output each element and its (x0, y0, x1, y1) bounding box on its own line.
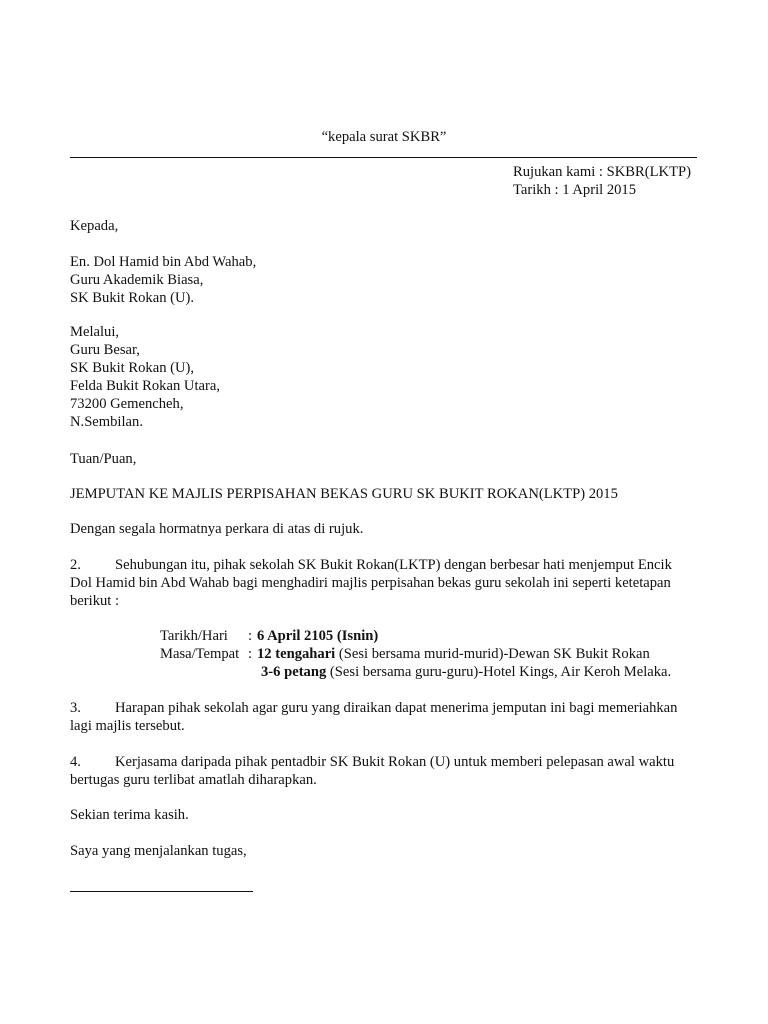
greeting: Tuan/Puan, (70, 451, 137, 467)
paragraph-4-line-1 (70, 753, 674, 771)
letterhead-divider (70, 157, 697, 158)
paragraph-3-line-1 (70, 699, 677, 717)
detail-time-rest: (Sesi bersama murid-murid)-Dewan SK Bukit Rokan (335, 646, 650, 662)
paragraph-number: 3. (70, 700, 81, 716)
paragraph-number: 2. (70, 557, 81, 573)
paragraph-4-line-2: bertugas guru terlibat amatlah diharapkan. (70, 772, 317, 788)
paragraph-3-line-2: lagi majlis tersebut. (70, 718, 185, 734)
letter-date: Tarikh : 1 April 2015 (513, 182, 637, 198)
paragraph-2-line-2: Dol Hamid bin Abd Wahab bagi menghadiri majlis perpisahan bekas guru sekolah ini seperti ketetapan (70, 575, 671, 591)
reference-number: Rujukan kami : SKBR(LKTP) (513, 164, 691, 180)
via-line: N.Sembilan. (70, 414, 143, 430)
recipient-line: Guru Akademik Biasa, (70, 272, 204, 288)
recipient-line: SK Bukit Rokan (U). (70, 290, 195, 306)
via-line: 73200 Gemencheh, (70, 396, 184, 412)
closing: Sekian terima kasih. (70, 807, 189, 823)
opening-paragraph: Dengan segala hormatnya perkara di atas di rujuk. (70, 521, 364, 537)
signature-line (70, 891, 253, 892)
detail-value: 6 April 2105 (Isnin) (257, 628, 379, 644)
detail-label: Tarikh/Hari (160, 628, 228, 644)
salutation-to: Kepada, (70, 218, 119, 234)
subject-line: JEMPUTAN KE MAJLIS PERPISAHAN BEKAS GURU SK BUKIT ROKAN(LKTP) 2015 (70, 486, 618, 502)
recipient-line: En. Dol Hamid bin Abd Wahab, (70, 254, 257, 270)
detail-time-rest: (Sesi bersama guru-guru)-Hotel Kings, Air Keroh Melaka. (326, 664, 672, 680)
via-address (70, 323, 220, 431)
detail-row-time-2 (0, 663, 768, 681)
detail-row-date (0, 627, 768, 645)
detail-label: Masa/Tempat (160, 646, 240, 662)
detail-row-time-1 (0, 645, 768, 663)
detail-colon: : (248, 628, 253, 644)
via-line: SK Bukit Rokan (U), (70, 360, 195, 376)
paragraph-number: 4. (70, 754, 81, 770)
via-line: Guru Besar, (70, 342, 140, 358)
paragraph-text: Harapan pihak sekolah agar guru yang diraikan dapat menerima jemputan ini bagi memeriahkan (115, 700, 678, 716)
via-line: Melalui, (70, 324, 120, 340)
paragraph-2-line-1 (70, 556, 672, 574)
detail-time-bold: 12 tengahari (257, 646, 336, 662)
via-line: Felda Bukit Rokan Utara, (70, 378, 220, 394)
detail-time-bold: 3-6 petang (261, 664, 327, 680)
signoff: Saya yang menjalankan tugas, (70, 843, 247, 859)
letterhead: “kepala surat SKBR” (321, 129, 447, 145)
recipient-address (70, 253, 256, 307)
paragraph-2-line-3: berikut : (70, 593, 120, 609)
detail-colon: : (248, 646, 253, 662)
paragraph-text: Kerjasama daripada pihak pentadbir SK Bukit Rokan (U) untuk memberi pelepasan awal waktu (115, 754, 675, 770)
paragraph-text: Sehubungan itu, pihak sekolah SK Bukit Rokan(LKTP) dengan berbesar hati menjemput Encik (115, 557, 672, 573)
